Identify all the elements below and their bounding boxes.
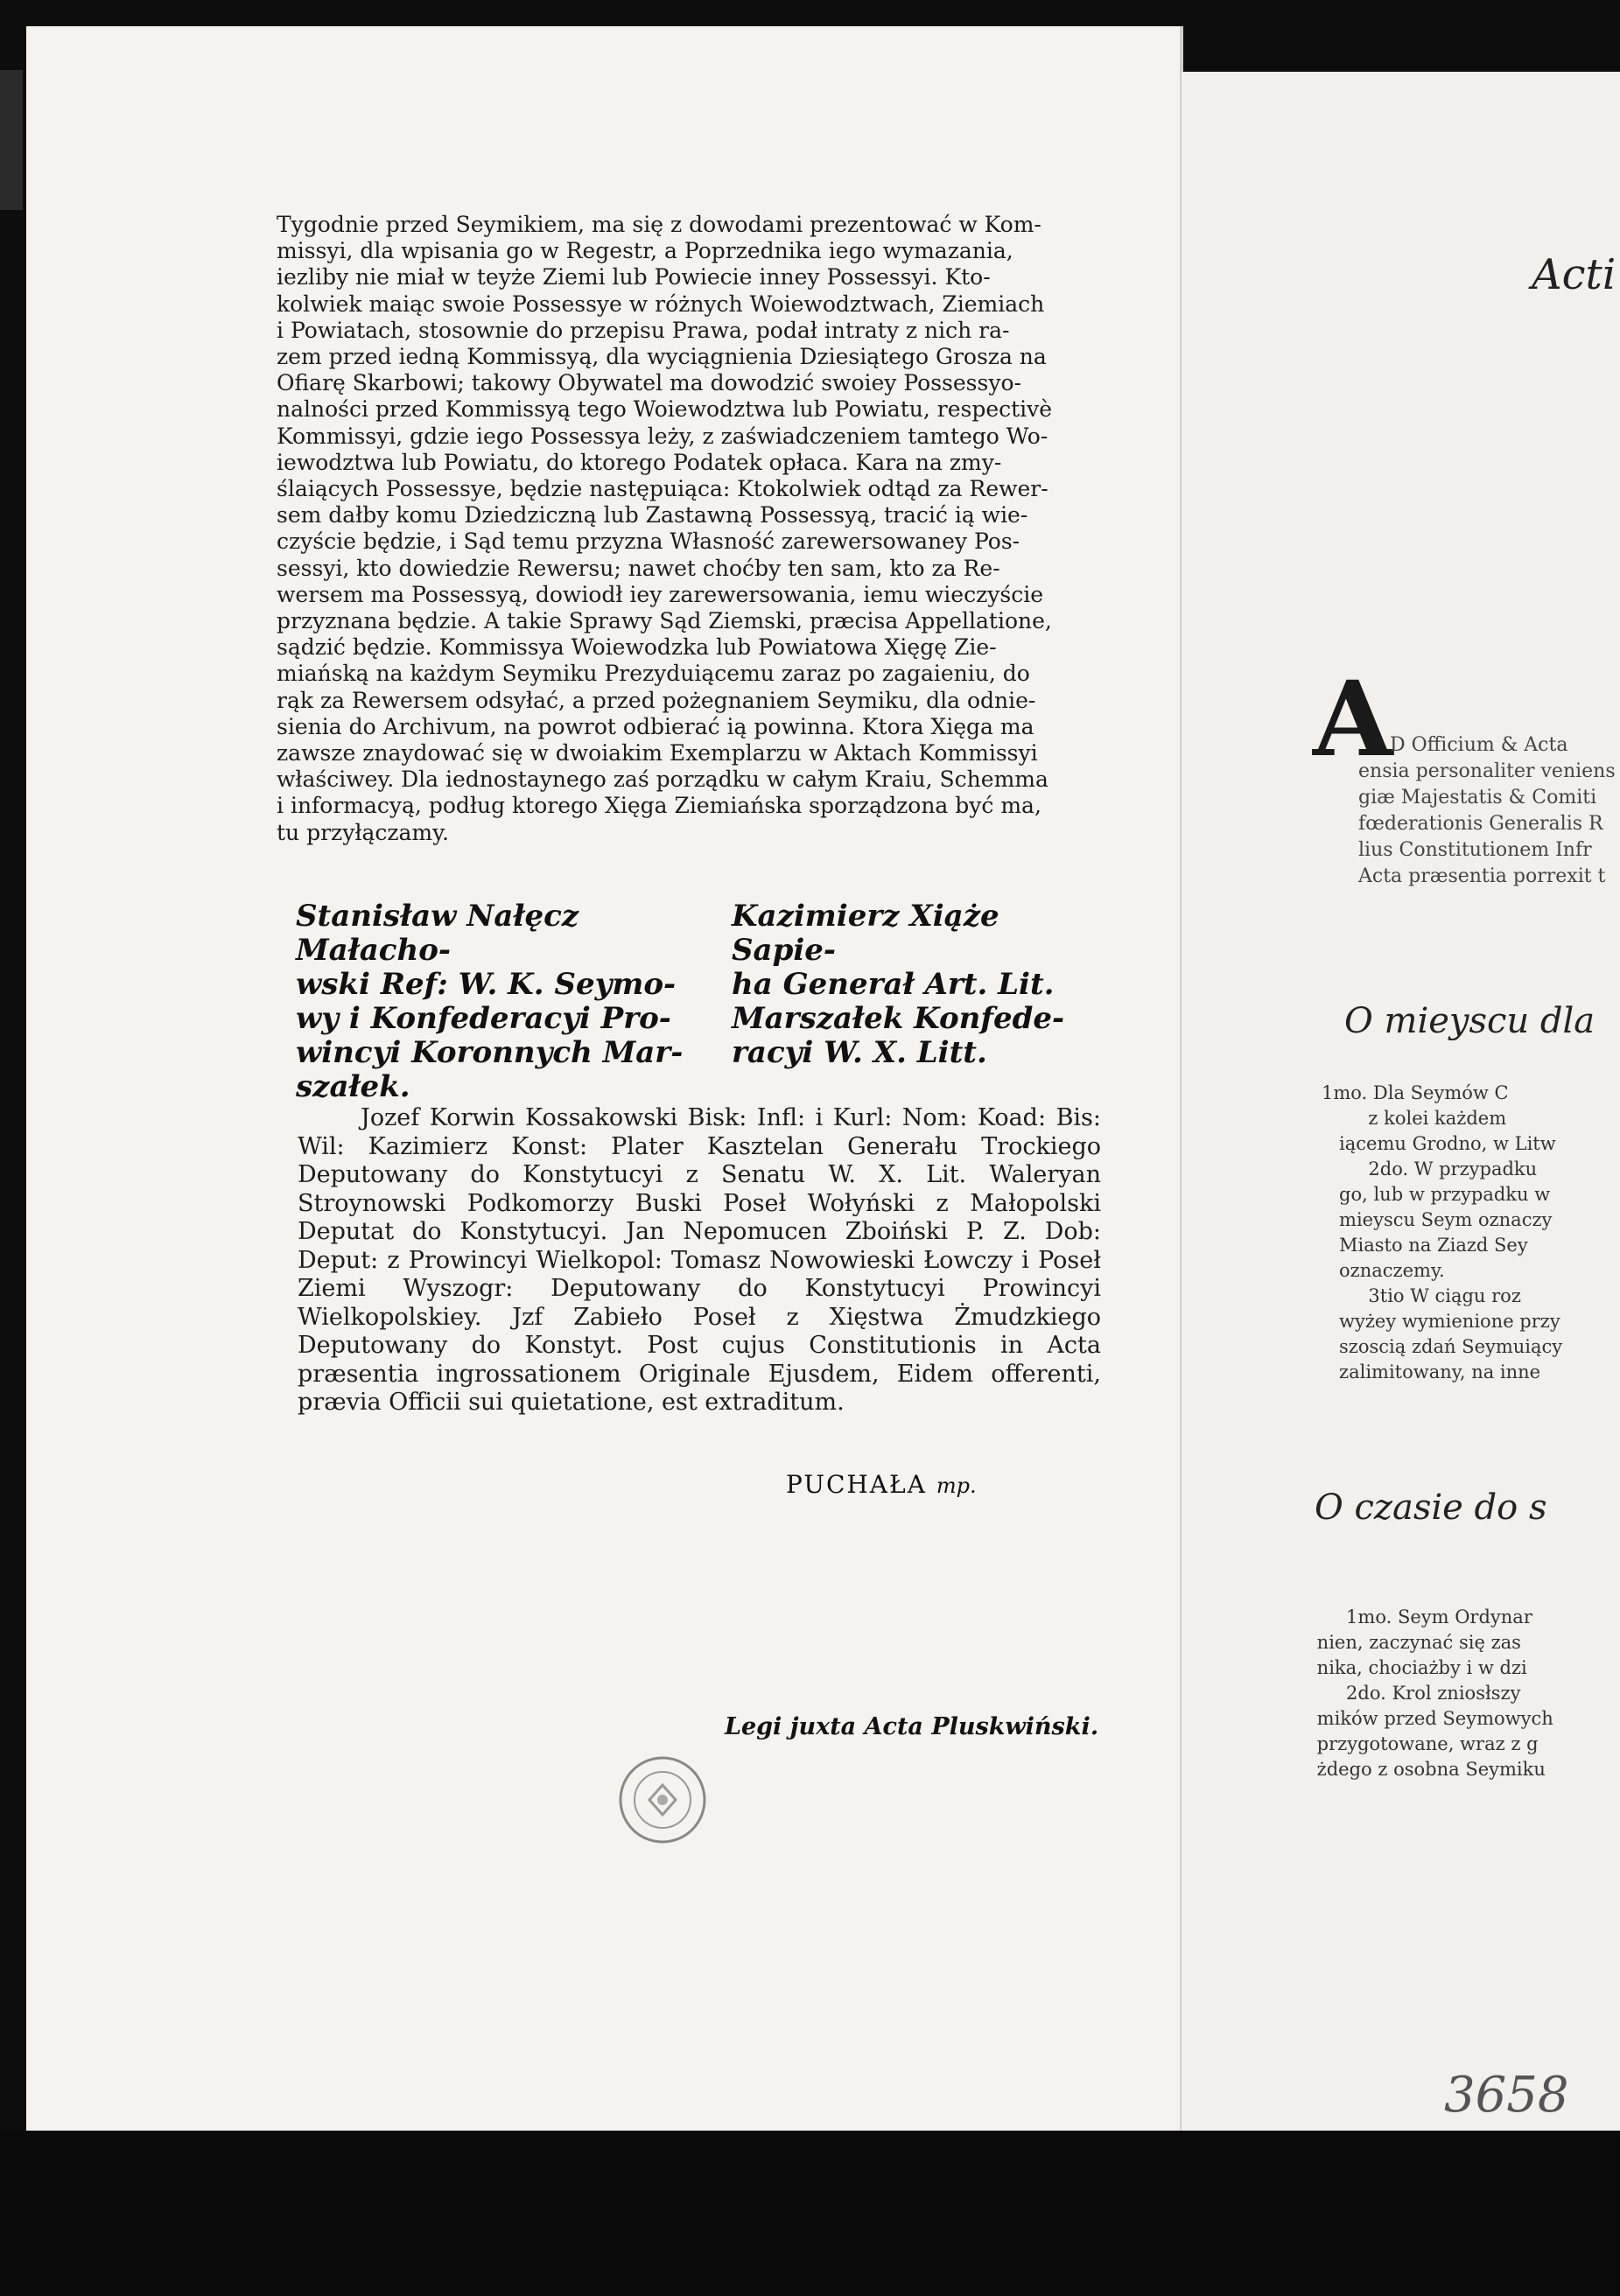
- official-name: PUCHAŁA: [786, 1470, 927, 1499]
- main-text-block: [277, 212, 1099, 846]
- text-line: Ofiarę Skarbowi; takowy Obywatel ma dowodzić swoiey Possessyo-: [277, 370, 1021, 396]
- signature-sapieha: [732, 900, 1108, 1070]
- official-suffix: mp.: [936, 1474, 977, 1498]
- text-line: zawsze znaydować się w dwoiakim Exemplarzu w Aktach Kommissyi: [277, 740, 1038, 766]
- scan-edge-mark: [0, 70, 23, 210]
- text-line: właściwey. Dla iednostaynego zaś porządku w całym Kraiu, Schemma: [277, 766, 1048, 793]
- official-line: fœderationis Generalis R: [1358, 813, 1603, 835]
- official-line: lius Constitutionem Infr: [1358, 839, 1592, 861]
- text-line: iezliby nie miał w teyże Ziemi lub Powiecie inney Possessyi. Kto-: [277, 264, 991, 290]
- deputies-paragraph: [298, 1104, 1101, 1418]
- text-line: i Powiatach, stosownie do przepisu Prawa, podał intraty z nich ra-: [277, 317, 1010, 343]
- signature-line: ha Generał Art. Lit.: [732, 967, 1055, 1002]
- deputies-text: Jozef Korwin Kossakowski Bisk: Infl: i Kurl: Nom: Koad: Bis: Wil: Kazimierz Konst: Plater Kasztelan Generału Trockiego Deputowany do Konstytucyi z Senatu W. X. Lit. Waleryan Stroynowski Podkomorzy Buski Poseł Wołyński z Małopolski Deputat do Konstytucyi. Jan Nepomucen Zboiński P. Z. Dob: Deput: z Prowincyi Wielkopol: Tomasz Nowowieski Łowczy i Poseł Ziemi Wyszogr: Deputowany do Konstytucyi Prowincyi Wielkopolskiey. Jzf Zabieło Poseł z Xięstwa Żmudzkiego Deputowany do Konstyt. Post cujus Constitutionis in Acta præsentia ingrossationem Originale Ejusdem, Eidem offerenti, prævia Officii sui quietatione, est extraditum.: [298, 1104, 1101, 1416]
- signature-line: Kazimierz Xiąże Sapie-: [732, 899, 999, 968]
- text-line: przyznana będzie. A takie Sprawy Sąd Ziemski, præcisa Appellatione,: [277, 608, 1052, 634]
- signature-line: wy i Konfederacyi Pro-: [296, 1001, 671, 1036]
- text-line: rąk za Rewersem odsyłać, a przed pożegnaniem Seymiku, dla odnie-: [277, 687, 1036, 713]
- text-line: sienia do Archivum, na powrot odbierać ią powinna. Ktora Xięga ma: [277, 713, 1034, 739]
- signature-line: wski Ref: W. K. Seymo-: [296, 967, 677, 1002]
- text-line: Tygodnie przed Seymikiem, ma się z dowodami prezentować w Kom-: [277, 212, 1041, 237]
- paragraph-czasie: 1mo. Seym Ordynar nien, zaczynać się zas nika, chociażby i w dzi 2do. Krol zniosłszy mików przed Seymowych przygotowane, wraz z g żdego z osobna Seymiku: [1316, 1606, 1553, 1780]
- right-page-title: Acti: [1532, 250, 1616, 299]
- text-line: kolwiek maiąc swoie Possessye w różnych Woiewodztwach, Ziemiach: [277, 290, 1045, 317]
- right-official-text: [1313, 732, 1620, 890]
- dropcap-letter: A: [1313, 658, 1393, 780]
- right-page: [1182, 72, 1620, 2144]
- text-line: iewodztwa lub Powiatu, do ktorego Podatek opłaca. Kara na zmy-: [277, 449, 1002, 475]
- signature-line: wincyi Koronnych Mar-: [296, 1035, 684, 1070]
- text-line: wersem ma Possessyą, dowiodł iey zarewersowania, iemu wieczyście: [277, 581, 1043, 607]
- official-signature: [786, 1470, 977, 1499]
- text-line: zem przed iedną Kommissyą, dla wyciągnienia Dziesiątego Grosza na: [277, 344, 1047, 370]
- official-line: giæ Majestatis & Comiti: [1358, 787, 1597, 808]
- text-line: tu przyłączamy.: [277, 819, 449, 845]
- text-line: czyście będzie, i Sąd temu przyzna Własność zarewersowaney Pos-: [277, 528, 1020, 555]
- text-line: i informacyą, podług ktorego Xięga Ziemiańska sporządzona być ma,: [277, 793, 1041, 819]
- text-line: missyi, dla wpisania go w Regestr, a Poprzednika iego wymazania,: [277, 238, 1013, 264]
- signature-line: racyi W. X. Litt.: [732, 1035, 987, 1070]
- official-line: D Officium & Acta: [1390, 734, 1568, 756]
- signature-malachowski: [296, 900, 733, 1104]
- left-page: [26, 26, 1180, 2131]
- signature-line: Marszałek Konfede-: [732, 1001, 1065, 1036]
- text-line: sessyi, kto dowiedzie Rewersu; nawet choćby ten sam, kto za Re-: [277, 555, 1000, 581]
- text-line: miańską na każdym Seymiku Prezyduiącemu zaraz po zagaieniu, do: [277, 661, 1030, 687]
- signature-line: szałek.: [296, 1069, 410, 1104]
- library-stamp-icon: [614, 1752, 711, 1848]
- heading-mieyscu: O mieyscu dla: [1344, 1001, 1595, 1041]
- scan-bottom-band: [0, 2131, 1620, 2296]
- signature-line: Stanisław Nałęcz Małacho-: [296, 899, 579, 968]
- text-line: ślaiących Possessye, będzie następuiąca: Ktokolwiek odtąd za Rewer-: [277, 476, 1048, 502]
- text-line: sądzić będzie. Kommissya Woiewodzka lub Powiatowa Xięgę Zie-: [277, 634, 997, 661]
- text-line: sem dałby komu Dziedziczną lub Zastawną Possessyą, tracić ią wie-: [277, 502, 1028, 528]
- official-line: ensia personaliter veniens: [1358, 760, 1616, 782]
- legi-note: Legi juxta Acta Pluskwiński.: [725, 1713, 1099, 1740]
- text-line: Kommissyi, gdzie iego Possessya leży, z zaświadczeniem tamtego Wo-: [277, 423, 1048, 449]
- text-line: nalności przed Kommissyą tego Woiewodztwa lub Powiatu, respectivè: [277, 396, 1053, 423]
- official-line: Acta præsentia porrexit t: [1358, 865, 1606, 887]
- paragraph-mieyscu: 1mo. Dla Seymów C z kolei każdem iącemu Grodno, w Litw 2do. W przypadku go, lub w przypadku w mieyscu Seym oznaczy Miasto na Ziazd Sey oznaczemy. 3tio W ciągu roz wyżey wymienione przy szoscią zdań Seymuiący zalimitowany, na inne: [1322, 1082, 1563, 1382]
- handwritten-number: 3658: [1444, 2067, 1569, 2124]
- heading-czasie: O czasie do s: [1315, 1488, 1547, 1528]
